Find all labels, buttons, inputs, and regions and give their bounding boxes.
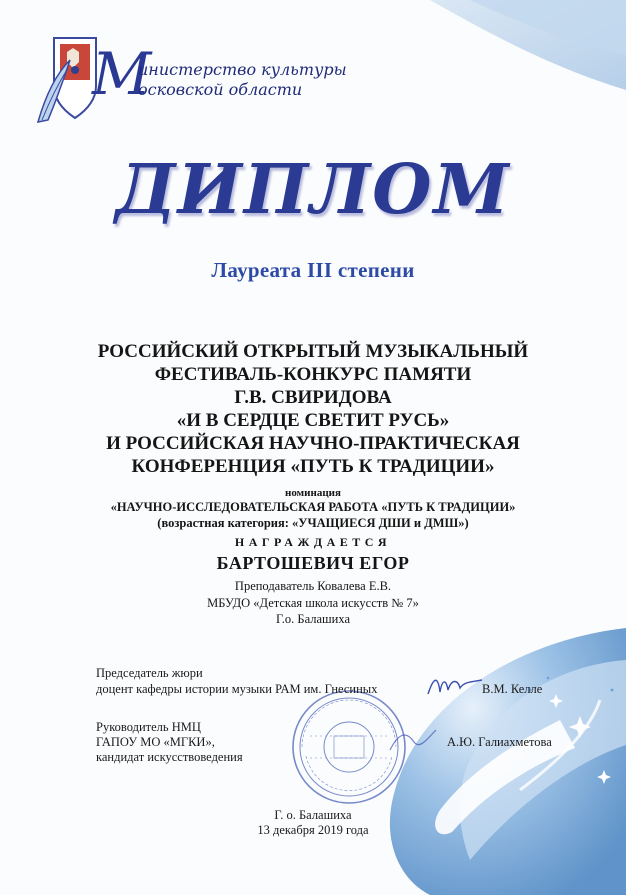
awarded-label: НАГРАЖДАЕТСЯ [234, 535, 392, 549]
nmc-degree: кандидат искусствоведения [96, 750, 243, 764]
event-title [60, 340, 566, 478]
jury-chair-position: доцент кафедры истории музыки РАМ им. Гнесиных [96, 682, 378, 696]
teacher-name: Преподаватель Ковалева Е.В. [234, 579, 392, 593]
event-line: КОНФЕРЕНЦИЯ «ПУТЬ К ТРАДИЦИИ» [131, 456, 495, 477]
nomination-label: номинация [285, 487, 341, 499]
event-line: РОССИЙСКИЙ ОТКРЫТЫЙ МУЗЫКАЛЬНЫЙ [97, 341, 529, 362]
nmc-head-title: Руководитель НМЦ [96, 720, 201, 734]
ministry-line-2: осковской области [138, 80, 303, 99]
jury-chair-name: В.М. Келле [482, 682, 543, 696]
school-city: Г.о. Балашиха [275, 612, 350, 626]
nmc-organization: ГАПОУ МО «МГКИ», [96, 735, 215, 749]
issue-place: Г. о. Балашиха [274, 808, 352, 822]
issue-date: 13 декабря 2019 года [257, 823, 369, 837]
ministry-name [112, 60, 347, 100]
ministry-initial: М [92, 40, 152, 108]
signature-kelle [424, 672, 486, 702]
event-line: И РОССИЙСКАЯ НАУЧНО-ПРАКТИЧЕСКАЯ [106, 433, 520, 454]
laureate-degree: Лауреата III степени [211, 258, 415, 282]
event-line: «И В СЕРДЦЕ СВЕТИТ РУСЬ» [176, 410, 450, 431]
recipient-name: БАРТОШЕВИЧ ЕГОР [216, 553, 410, 573]
age-category: (возрастная категория: «УЧАЩИЕСЯ ДШИ и ДМШ») [157, 516, 469, 530]
ministry-line-1: инистерство культуры [138, 60, 347, 79]
diploma-title: ДИПЛОМ [115, 150, 511, 230]
signature-galiakhmetova [384, 720, 446, 760]
jury-chair-title: Председатель жюри [96, 666, 203, 680]
school-name: МБУДО «Детская школа искусств № 7» [207, 596, 419, 610]
nomination-text: «НАУЧНО-ИССЛЕДОВАТЕЛЬСКАЯ РАБОТА «ПУТЬ К ТРАДИЦИИ» [110, 500, 516, 514]
event-line: Г.В. СВИРИДОВА [234, 387, 392, 408]
event-line: ФЕСТИВАЛЬ-КОНКУРС ПАМЯТИ [154, 364, 472, 385]
nmc-head-name: А.Ю. Галиахметова [447, 735, 552, 749]
